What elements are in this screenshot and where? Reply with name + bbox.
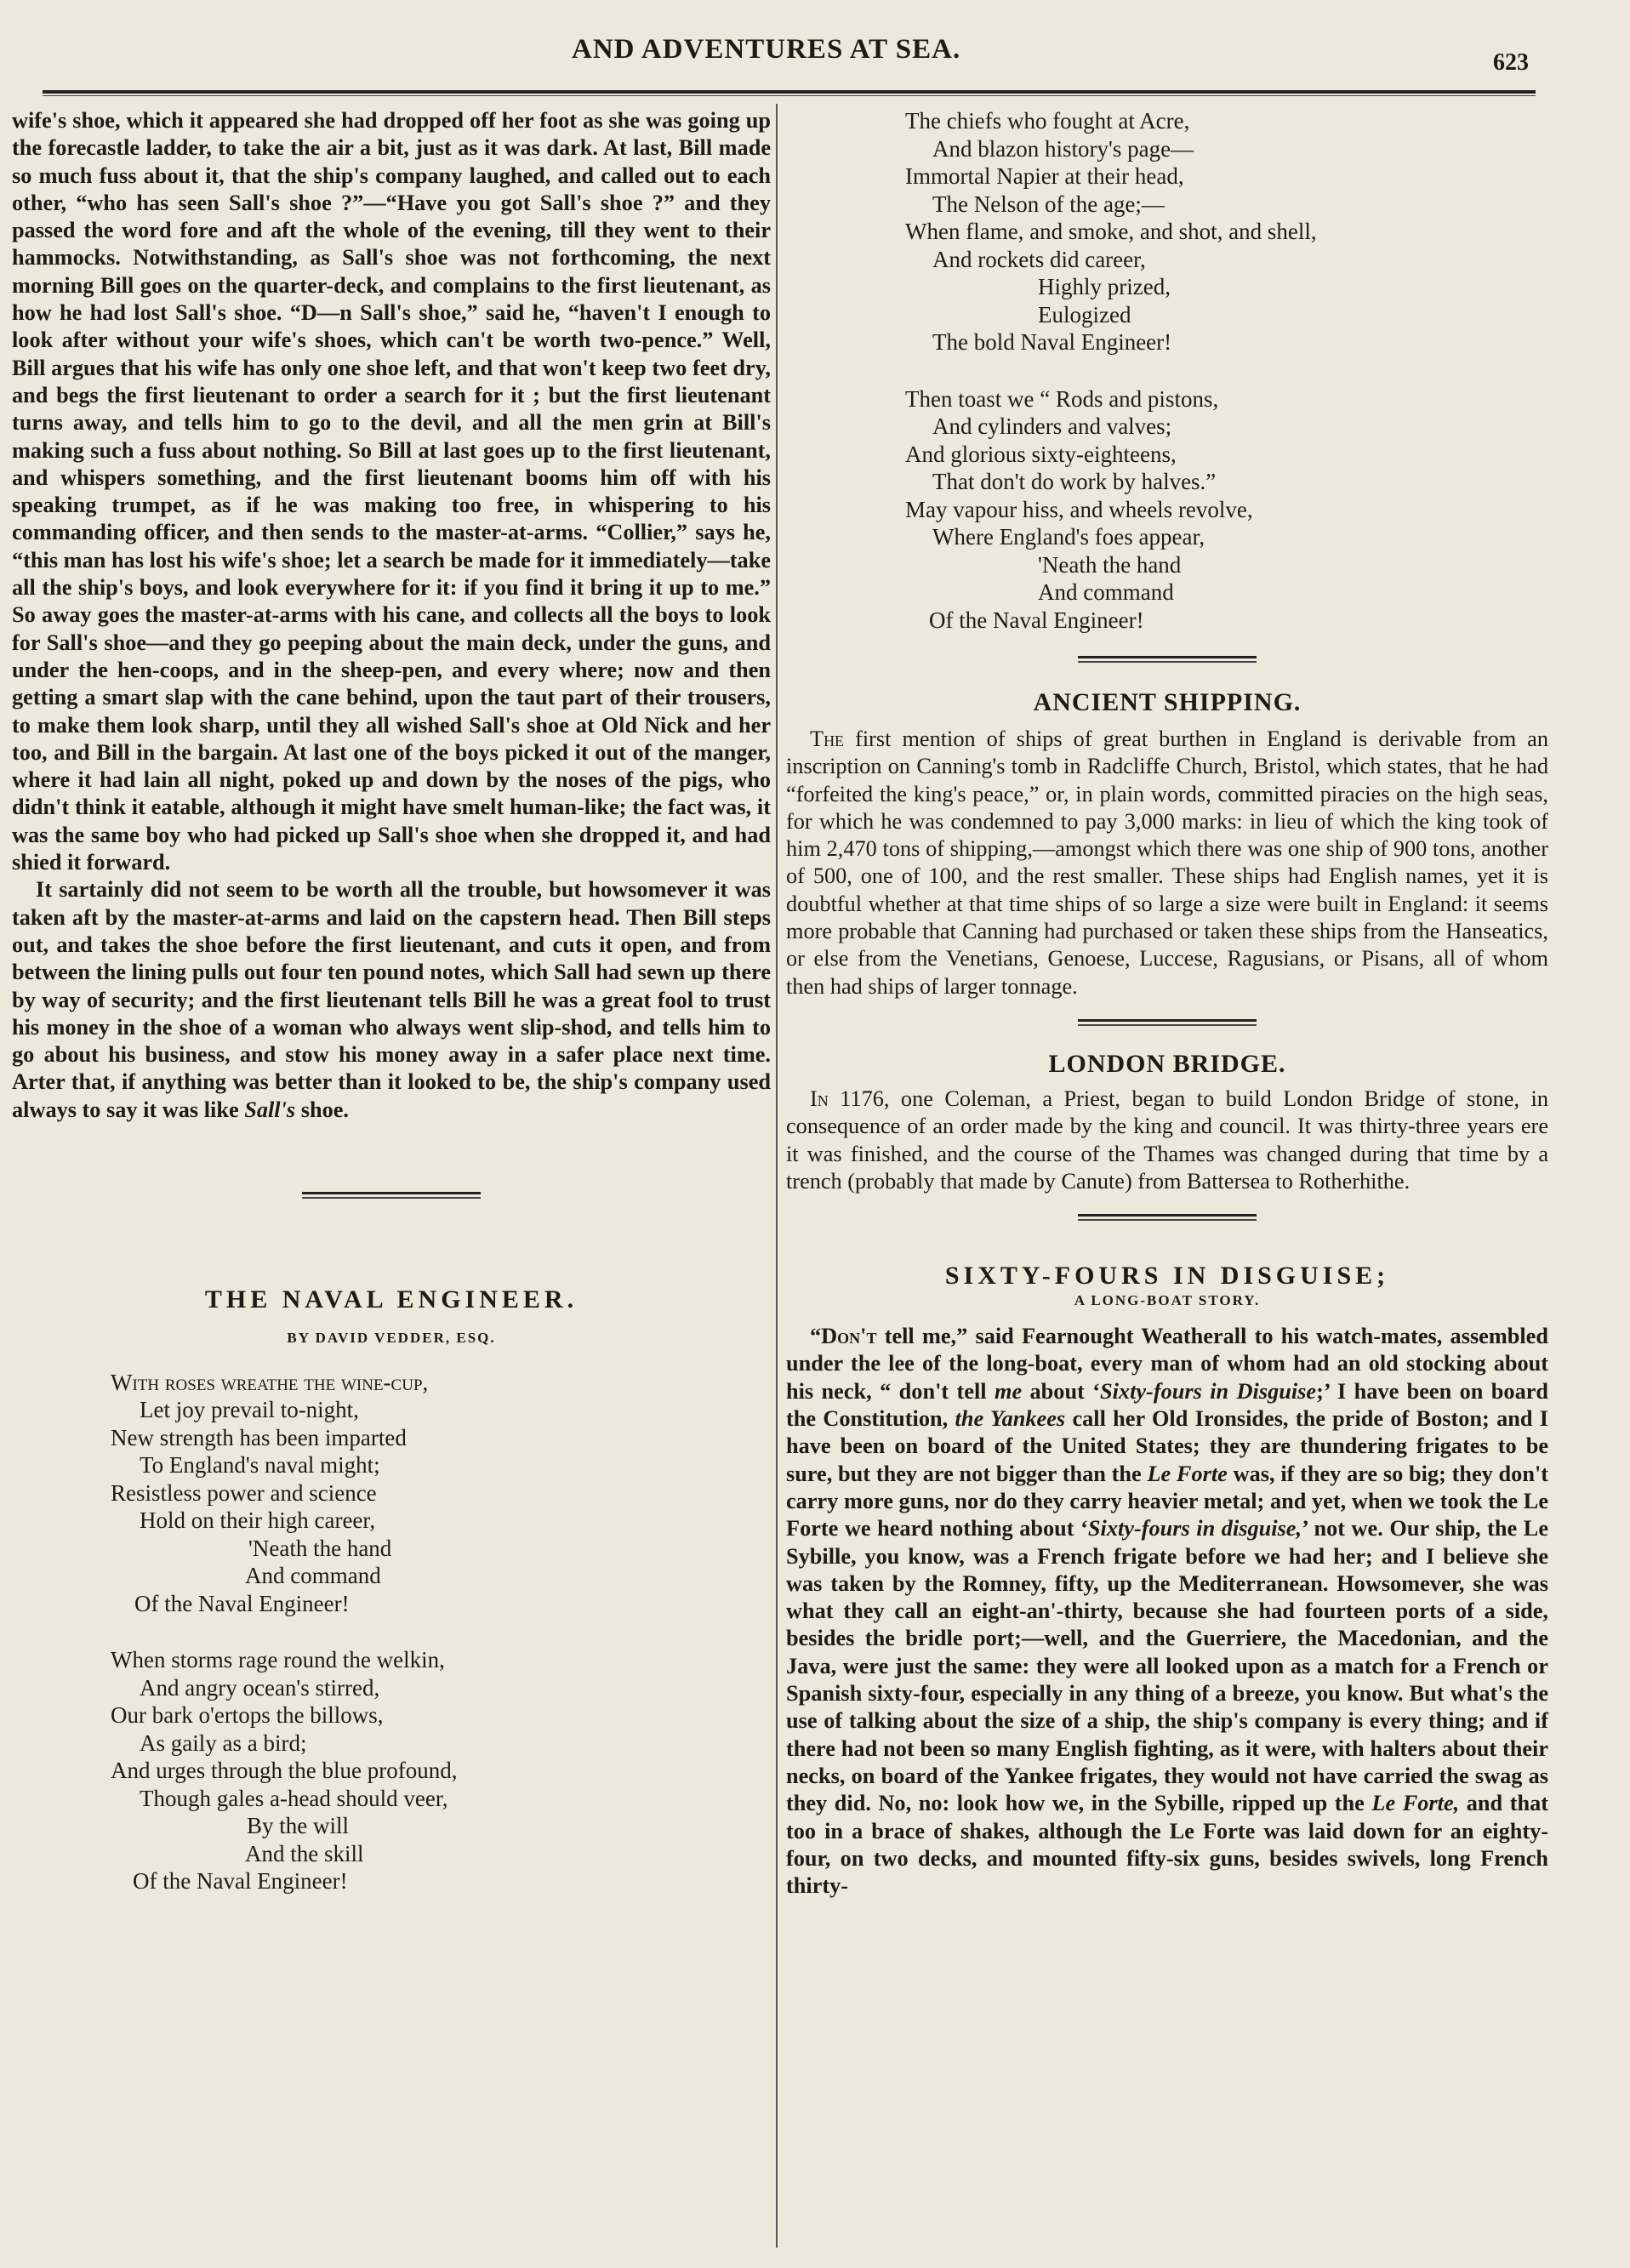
poem-stanza-1 [12, 1369, 771, 1618]
sf-italic-2: Sixty-fours in Disguise [1100, 1378, 1317, 1404]
verse-line: 'Neath the hand [1038, 551, 1182, 578]
sf-italic-1: me [994, 1378, 1023, 1404]
verse-line: Of the Naval Engineer! [133, 1868, 348, 1895]
verse-line: And urges through the blue profound, [111, 1758, 458, 1784]
sf-text-5: was, if they are so big; they don't carry more guns, nor do they carry heavier metal; and yet, when we took the Le Forte we heard nothing about ‘ [786, 1461, 1549, 1541]
sf-italic-4: Le Forte [1147, 1461, 1228, 1486]
verse-line: Hold on their high career, [140, 1507, 376, 1534]
poem-stanza-3 [786, 107, 1548, 356]
london-bridge-lead: In [810, 1086, 829, 1111]
verse-line: And angry ocean's stirred, [140, 1674, 380, 1701]
verse-line: And command [1038, 579, 1174, 605]
poem-stanza-4 [786, 385, 1548, 635]
running-header: AND ADVENTURES AT SEA. [572, 34, 961, 65]
sixty-fours-title: SIXTY-FOURS IN DISGUISE; [944, 1262, 1390, 1291]
verse-line: Immortal Napier at their head, [905, 163, 1184, 189]
verse-line: May vapour hiss, and wheels revolve, [905, 496, 1253, 522]
sall-shoe-end: shoe. [300, 1097, 349, 1122]
header-rule [43, 90, 1536, 94]
ornament-rule [1078, 1019, 1257, 1028]
sall-shoe-italic: Sall's [244, 1097, 296, 1122]
verse-line: Where England's foes appear, [932, 524, 1205, 550]
verse-line: To England's naval might; [140, 1452, 380, 1479]
verse-line: When storms rage round the welkin, [111, 1647, 445, 1673]
sixty-fours-paragraph [786, 1323, 1548, 1900]
verse-line [12, 1369, 771, 1397]
verse-line: And blazon history's page— [932, 135, 1194, 162]
verse-line: By the will [247, 1813, 349, 1839]
sf-lead: Don't [821, 1324, 877, 1349]
verse-line: As gaily as a bird; [140, 1729, 307, 1756]
sixty-fours-subtitle: A LONG-BOAT STORY. [1074, 1292, 1261, 1309]
verse-line-text: With roses wreathe the wine-cup, [111, 1369, 429, 1395]
right-column [786, 107, 1548, 1900]
sall-shoe-paragraph-2 [12, 876, 771, 1124]
verse-line: And cylinders and valves; [932, 413, 1172, 439]
sf-text-7: and that too in a brace of shakes, although the Le Forte was laid down for an eighty-four, on two decks, and mounted fifty-six guns, besides swivels, long French thirty- [786, 1791, 1548, 1899]
verse-line: And command [245, 1563, 381, 1589]
verse-line: Of the Naval Engineer! [134, 1590, 350, 1616]
sf-text-3: ;’ I have been on board the Constitution, [786, 1378, 1549, 1432]
london-bridge-paragraph [786, 1086, 1548, 1195]
sf-text-1: tell me,” said Fearnought Weatherall to his watch-mates, assembled under the lee of the long-boat, every man of whom had an old stocking about his neck, “ don't tell [786, 1324, 1548, 1404]
verse-line: That don't do work by halves.” [932, 469, 1217, 494]
ornament-rule [1078, 656, 1257, 664]
verse-line: Let joy prevail to-night, [140, 1397, 359, 1423]
left-column [12, 107, 771, 1924]
ornament-rule [302, 1192, 481, 1200]
verse-line: Then toast we “ Rods and pistons, [905, 385, 1219, 412]
verse-line: Resistless power and science [111, 1479, 377, 1506]
naval-engineer-title: THE NAVAL ENGINEER. [204, 1285, 578, 1314]
sf-italic-5: Sixty-fours in disguise, [1087, 1516, 1302, 1541]
sf-open-quote: “ [810, 1324, 822, 1349]
page-number: 623 [1493, 49, 1529, 76]
verse-line: And the skill [245, 1840, 364, 1866]
sall-shoe-paragraph-2-text: It sartainly did not seem to be worth all the trouble, but howsomever it was taken aft by the master-at-arms and laid on the capstern head. Then Bill steps out, and takes the shoe before the first lieutenant, and cuts it open, and from between the lining pulls out four ten pound notes, which Sall had sewn up there by way of security; and the first lieutenant tells Bill he was a great fool to trust his money in the shoe of a woman who always went slip-shod, and tells him to go about his business, and stow his money away in a safer place next time. Arter that, if anything was better than it looked to be, the ship's company used always to say it was like [12, 877, 771, 1122]
london-bridge-body: 1176, one Coleman, a Priest, began to build London Bridge of stone, in consequence of an order made by the king and council. It was thirty-three years ere it was finished, and the course of the Thames was changed during that time by a trench (probably that made by Canute) from Battersea to Rotherhithe. [786, 1086, 1548, 1194]
column-divider [776, 104, 778, 2248]
verse-line: The bold Naval Engineer! [932, 329, 1172, 355]
sf-text-4: call her Old Ironsides, the pride of Boston; and I have been on board of the United States; they are thundering frigates to be sure, but they are not bigger than the [786, 1406, 1549, 1486]
sall-shoe-paragraph-1: wife's shoe, which it appeared she had dropped off her foot as she was going up the forecastle ladder, to take the air a bit, just as it was dark. At last, Bill made so much fuss about it, that the ship's company laughed, and called out to each other, “who has seen Sall's shoe ?”—“Have you got Sall's shoe ?” and they passed the word fore and aft the whole of the evening, till they went to their hammocks. Notwithstanding, as Sall's shoe was not forthcoming, the next morning Bill goes on the quarter-deck, and complains to the first lieutenant, as how he had lost Sall's shoe. “D—n Sall's shoe,” said he, “haven't I enough to look after without your wife's shoes, which can't be worth two-pence.” Well, Bill argues that his wife has only one shoe left, and that won't keep two feet dry, and begs the first lieutenant to order a search for it ; but the first lieutenant turns away, and tells him to go to the devil, and all the men grin at Bill's making such a fuss about nothing. So Bill at last goes up to the first lieutenant, and whispers something, and the first lieutenant booms him off with his speaking trumpet, as if he was making too free, in whispering to his commanding officer, and then sends to the master-at-arms. “Collier,” says he, “this man has lost his wife's shoe; let a search be made for it immediately—take all the ship's boys, and look everywhere for it: if you find it bring it up to me.” So away goes the master-at-arms with his cane, and collects all the boys to look for Sall's shoe—and they go peeping about the main deck, under the guns, and under the hen-coops, and in the sheep-pen, and every where; now and then getting a smart slap with the cane behind, upon the taut part of their trousers, to make them look sharp, until they all wished Sall's shoe at Old Nick and her too, and Bill in the bargain. At last one of the boys picked it out of the manger, where it had lain all night, poked up and down by the noses of the pigs, who didn't think it eatable, although it might have smelt human-like; the fact was, it was the same boy who had picked up Sall's shoe when she dropped it, and had shied it forward. [12, 108, 771, 875]
ornament-rule [1078, 1214, 1257, 1222]
verse-line: The Nelson of the age;— [932, 191, 1165, 217]
ancient-shipping-lead: The [810, 727, 845, 751]
sf-text-6: ’ not we. Our ship, the Le Sybille, you know, was a French frigate before we had her; and I believe she was taken by the Romney, fifty, up the Mediterranean. Howsomever, she was what they call an eight-an'-thirty, because she had fourteen ports of a side, besides the bridle port;—well, and the Guerriere, the Macedonian, and the Java, were just the same: they were all looked upon as a match for a French or Spanish sixty-four, especially in any thing of a breeze, you know. But what's the use of talking about the size of a ship, the ship's company is every thing; and if there had not been so many English fighting, as it were, with halters about their necks, on board of the Yankee frigates, they would not have carried the swag as they did. No, no: look how we, in the Sybille, ripped up the [786, 1516, 1549, 1816]
verse-line: When flame, and smoke, and shot, and shell, [905, 219, 1317, 244]
ancient-shipping-body: first mention of ships of great burthen in England is derivable from an inscription on Canning's tomb in Radcliffe Church, Bristol, which states, that he had “forfeited the king's peace,” or, in plain words, committed piracies on the high seas, for which he was condemned to pay 3,000 marks: in lieu of which the king took of him 2,470 tons of shipping,—amongst which there was one ship of 900 tons, another of 500, one of 100, and the rest smaller. These ships had English names, yet it is doubtful whether at that time ships of so large a size were built in England: it seems more probable that Canning had purchased or taken these ships from the Hanseatics, or else from the Venetians, Genoese, Luccese, Ragusians, or Pisans, all of whom then had ships of larger tonnage. [786, 727, 1548, 999]
london-bridge-title: LONDON BRIDGE. [1048, 1049, 1286, 1078]
ancient-shipping-paragraph [786, 726, 1548, 1000]
sf-italic-3: the Yankees [955, 1406, 1066, 1432]
verse-line: New strength has been imparted [111, 1424, 407, 1450]
header-rule-thin [43, 95, 1536, 96]
poem-stanza-2 [12, 1646, 771, 1895]
verse-line: Of the Naval Engineer! [929, 607, 1144, 633]
verse-line: The chiefs who fought at Acre, [905, 108, 1190, 134]
sf-italic-6: Le Forte, [1371, 1791, 1460, 1816]
sf-text-2: about ‘ [1029, 1378, 1100, 1404]
naval-engineer-byline: BY DAVID VEDDER, ESQ. [287, 1329, 496, 1346]
verse-line: And glorious sixty-eighteens, [905, 441, 1177, 467]
verse-line: Eulogized [1038, 301, 1131, 328]
verse-line: 'Neath the hand [248, 1535, 392, 1561]
verse-line: Our bark o'ertops the billows, [111, 1702, 384, 1729]
verse-line: Though gales a-head should veer, [140, 1785, 448, 1811]
verse-line: Highly prized, [1038, 274, 1171, 299]
verse-line: And rockets did career, [932, 246, 1146, 272]
ancient-shipping-title: ANCIENT SHIPPING. [1033, 688, 1302, 716]
